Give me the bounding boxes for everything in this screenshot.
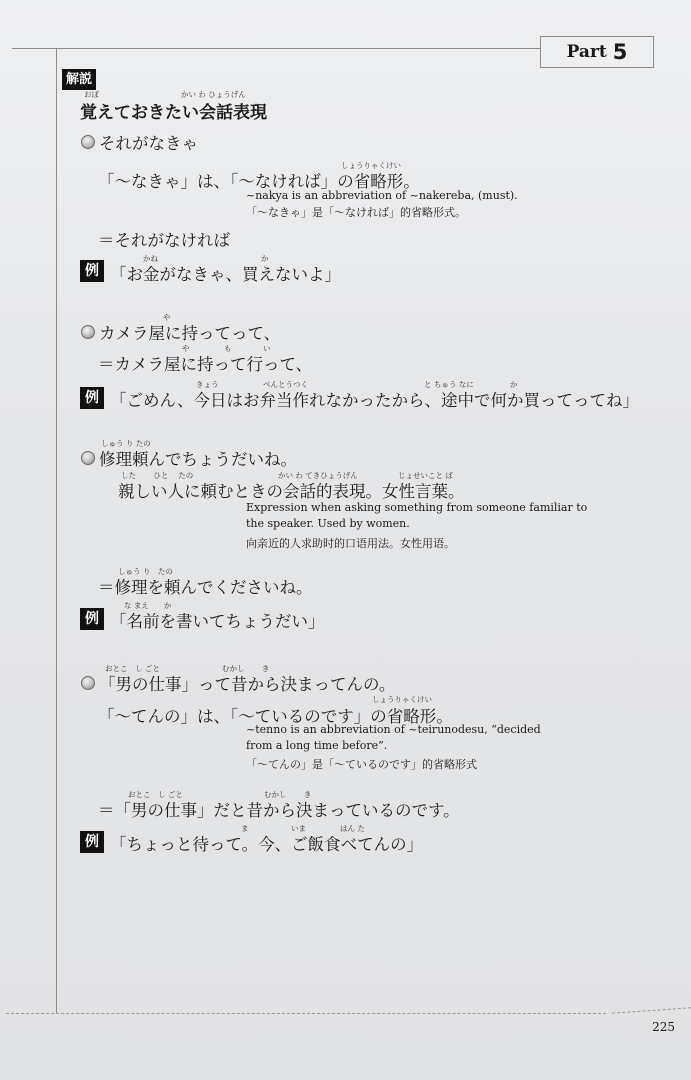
item-2-title: カメラ屋に持ってって、	[99, 324, 281, 343]
ruby-tochuu-nani: と ちゅう なに	[424, 380, 474, 389]
item-1-explanation: 「〜なきゃ」は、「〜なければ」の省略形。	[98, 172, 420, 191]
item-3-example: 「名前を書いてちょうだい」	[110, 612, 325, 631]
item-4-note-en-1: ~tenno is an abbreviation of ~teirunodesu, “decided	[246, 723, 541, 736]
ruby-josei-kotoba: じょせいこと ば	[398, 471, 453, 480]
item-1-note-zh: 「〜なきゃ」是「〜なければ」的省略形式。	[246, 206, 466, 219]
page-number: 225	[652, 1020, 675, 1034]
item-4-explanation: 「〜てんの」は、「〜ているのです」の省略形。	[98, 707, 453, 726]
item-1-equivalent: ＝それがなければ	[98, 231, 230, 250]
ruby-shuuri-tano-1: しゅう り たの	[101, 439, 151, 448]
item-2-equivalent: ＝カメラ屋に持って行って、	[98, 355, 313, 374]
item-4-example: 「ちょっと待って。今、ご飯食べてんの」	[110, 835, 424, 854]
ruby-shouryakukei-2: しょうりゃくけい	[372, 695, 432, 704]
ruby-ka-1: か	[261, 254, 269, 263]
ruby-shouryakukei-1: しょうりゃくけい	[341, 161, 401, 170]
ruby-ma: ま	[241, 824, 249, 833]
example-tag: 例	[80, 831, 104, 853]
left-frame-rule	[56, 48, 57, 1013]
footer-dashed-rule	[6, 1013, 606, 1014]
example-tag: 例	[80, 608, 104, 630]
bullet-icon	[81, 676, 95, 690]
bullet-icon	[81, 451, 95, 465]
ruby-shita-hito-tano: した ひと たの	[121, 471, 194, 480]
ruby-oboe: おぼ	[84, 90, 99, 99]
item-3-note-en-1: Expression when asking something from someone familiar to	[246, 501, 588, 514]
item-4-note-zh: 「〜てんの」是「〜ているのです」的省略形式	[246, 758, 477, 771]
item-3-note-en-2: the speaker. Used by women.	[246, 517, 410, 530]
top-rule	[12, 48, 540, 49]
ruby-ima: いま	[291, 824, 306, 833]
item-2-example: 「ごめん、今日はお弁当作れなかったから、途中で何か買ってってね」	[110, 391, 639, 410]
section-tag: 解説	[62, 69, 96, 90]
item-4-equivalent: ＝「男の仕事」だと昔から決まっているのです。	[98, 801, 460, 820]
ruby-ya-2: や	[182, 344, 190, 353]
ruby-kaiwa-hyougen: かい わ ひょうげん	[181, 90, 246, 99]
ruby-mukashi-ki-1: むかし き	[222, 664, 270, 673]
example-tag: 例	[80, 260, 104, 282]
example-tag: 例	[80, 387, 104, 409]
ruby-otoko-shigoto-2: おとこ し ごと	[128, 790, 183, 799]
ruby-bentou-tsuku: べんとうつく	[263, 380, 308, 389]
ruby-kaiwa-teki-hyougen: かい わ てきひょうげん	[278, 471, 358, 480]
item-3-note-zh: 向亲近的人求助时的口语用法。女性用语。	[246, 537, 455, 550]
item-3-explanation: 親しい人に頼むときの会話的表現。女性言葉。	[118, 482, 465, 501]
ruby-kyou: きょう	[196, 380, 219, 389]
part-number: 5	[612, 40, 628, 64]
ruby-ka-2: か	[510, 380, 518, 389]
item-1-example: 「お金がなきゃ、買えないよ」	[110, 265, 341, 284]
part-badge	[540, 36, 654, 68]
item-3-title: 修理頼んでちょうだいね。	[99, 450, 297, 469]
item-3-equivalent: ＝修理を頼んでくださいね。	[98, 578, 313, 597]
part-label: Part	[566, 42, 607, 62]
item-4-title: 「男の仕事」って昔から決まってんの。	[99, 675, 396, 694]
ruby-kane: かね	[143, 254, 158, 263]
section-title: 覚えておきたい会話表現	[80, 103, 267, 123]
ruby-han-ta: はん た	[340, 824, 365, 833]
ruby-i: い	[263, 344, 271, 353]
item-4-note-en-2: from a long time before”.	[246, 739, 388, 752]
ruby-namae-ka: な まえ か	[124, 601, 172, 610]
item-1-note-en: ~nakya is an abbreviation of ~nakereba, (must).	[246, 189, 518, 202]
ruby-shuuri-tano-2: しゅう り たの	[118, 567, 173, 576]
bullet-icon	[81, 325, 95, 339]
ruby-mo: も	[224, 344, 232, 353]
bullet-icon	[81, 135, 95, 149]
ruby-ya-1: や	[163, 313, 171, 322]
ruby-mukashi-ki-2: むかし き	[264, 790, 312, 799]
item-1-title: それがなきゃ	[99, 134, 198, 153]
ruby-otoko-shigoto-1: おとこ し ごと	[105, 664, 160, 673]
